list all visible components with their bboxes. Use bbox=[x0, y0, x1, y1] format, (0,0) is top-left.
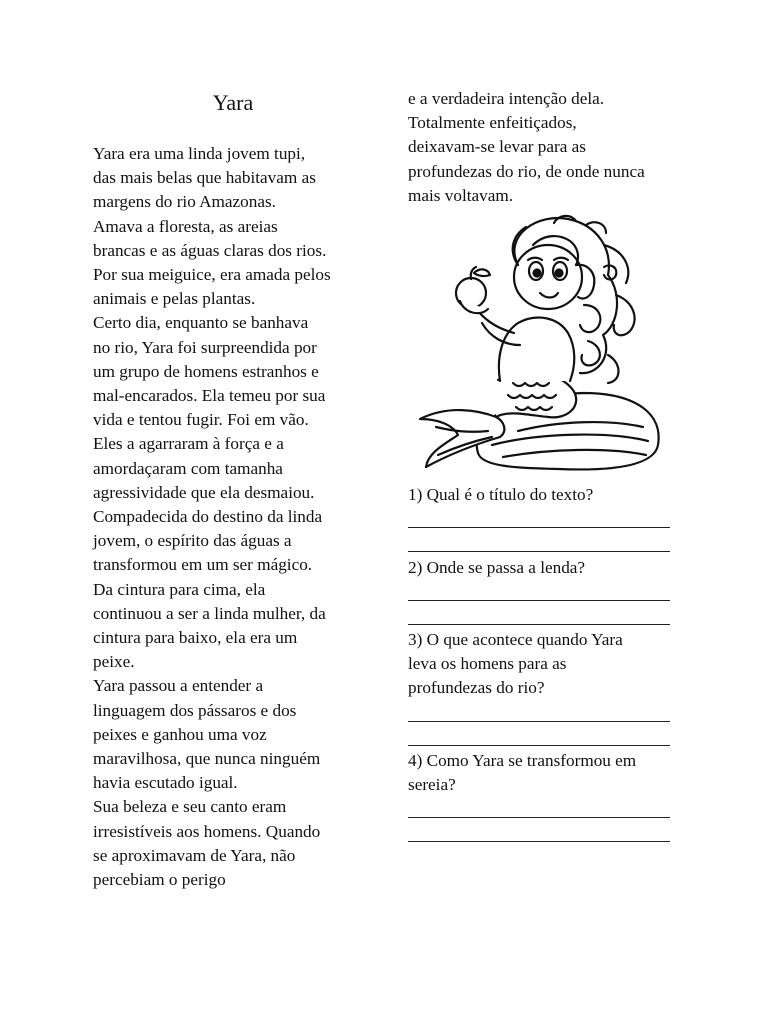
question-4 bbox=[408, 749, 688, 797]
story-line: Certo dia, enquanto se banhava bbox=[93, 313, 309, 333]
story-line: Eles a agarraram à força e a bbox=[93, 434, 284, 454]
story-line: Totalmente enfeitiçados, bbox=[408, 113, 577, 133]
story-line: agressividade que ela desmaiou. bbox=[93, 482, 315, 502]
story-line: Yara era uma linda jovem tupi, bbox=[93, 144, 306, 163]
story-line: vida e tentou fugir. Foi em vão. bbox=[93, 410, 309, 430]
mermaid-icon bbox=[408, 205, 664, 475]
story-line: das mais belas que habitavam as bbox=[93, 168, 316, 188]
story-line: maravilhosa, que nunca ninguém bbox=[93, 749, 321, 769]
story-line: Yara passou a entender a bbox=[93, 676, 264, 696]
story-line: havia escutado igual. bbox=[93, 773, 238, 793]
story-line: amordaçaram com tamanha bbox=[93, 458, 283, 478]
story-line: animais e pelas plantas. bbox=[93, 289, 256, 309]
answer-line[interactable] bbox=[408, 841, 670, 842]
story-line: um grupo de homens estranhos e bbox=[93, 361, 319, 381]
story-line: peixe. bbox=[93, 652, 135, 672]
question-text: leva os homens para as bbox=[408, 654, 567, 674]
story-line: mal-encarados. Ela temeu por sua bbox=[93, 386, 326, 406]
question-text: 4) Como Yara se transformou em bbox=[408, 751, 637, 770]
answer-line[interactable] bbox=[408, 817, 670, 818]
story-line: linguagem dos pássaros e dos bbox=[93, 700, 297, 720]
story-line: brancas e as águas claras dos rios. bbox=[93, 240, 327, 260]
story-line: no rio, Yara foi surpreendida por bbox=[93, 337, 317, 357]
story-line: Por sua meiguice, era amada pelos bbox=[93, 265, 331, 285]
answer-line[interactable] bbox=[408, 624, 670, 625]
story-text-right bbox=[408, 87, 698, 208]
story-line: Amava a floresta, as areias bbox=[93, 216, 278, 236]
question-3 bbox=[408, 628, 688, 701]
story-line: e a verdadeira intenção dela. bbox=[408, 89, 605, 108]
story-line: transformou em um ser mágico. bbox=[93, 555, 313, 575]
answer-line[interactable] bbox=[408, 721, 670, 722]
story-line: Sua beleza e seu canto eram bbox=[93, 797, 287, 817]
story-line: jovem, o espírito das águas a bbox=[93, 531, 292, 551]
story-line: peixes e ganhou uma voz bbox=[93, 724, 267, 744]
answer-line[interactable] bbox=[408, 600, 670, 601]
question-text: 1) Qual é o título do texto? bbox=[408, 485, 594, 504]
story-line: profundezas do rio, de onde nunca bbox=[408, 161, 645, 181]
story-line: margens do rio Amazonas. bbox=[93, 192, 276, 212]
story-line: Compadecida do destino da linda bbox=[93, 507, 323, 527]
question-2 bbox=[408, 556, 688, 580]
story-text-left bbox=[93, 142, 383, 892]
story-line: cintura para baixo, ela era um bbox=[93, 628, 298, 648]
story-line: irresistíveis aos homens. Quando bbox=[93, 821, 321, 841]
question-text: 3) O que acontece quando Yara bbox=[408, 630, 623, 649]
story-line: Da cintura para cima, ela bbox=[93, 579, 266, 599]
story-line: continuou a ser a linda mulher, da bbox=[93, 603, 326, 623]
question-1 bbox=[408, 483, 688, 507]
question-text: 2) Onde se passa a lenda? bbox=[408, 558, 586, 577]
answer-line[interactable] bbox=[408, 745, 670, 746]
answer-line[interactable] bbox=[408, 527, 670, 528]
story-line: deixavam-se levar para as bbox=[408, 137, 586, 157]
page-title: Yara bbox=[212, 90, 254, 115]
story-line: se aproximavam de Yara, não bbox=[93, 845, 296, 865]
story-line: mais voltavam. bbox=[408, 185, 514, 205]
question-text: sereia? bbox=[408, 775, 456, 795]
answer-line[interactable] bbox=[408, 551, 670, 552]
question-text: profundezas do rio? bbox=[408, 678, 545, 698]
story-line: percebiam o perigo bbox=[93, 870, 226, 890]
